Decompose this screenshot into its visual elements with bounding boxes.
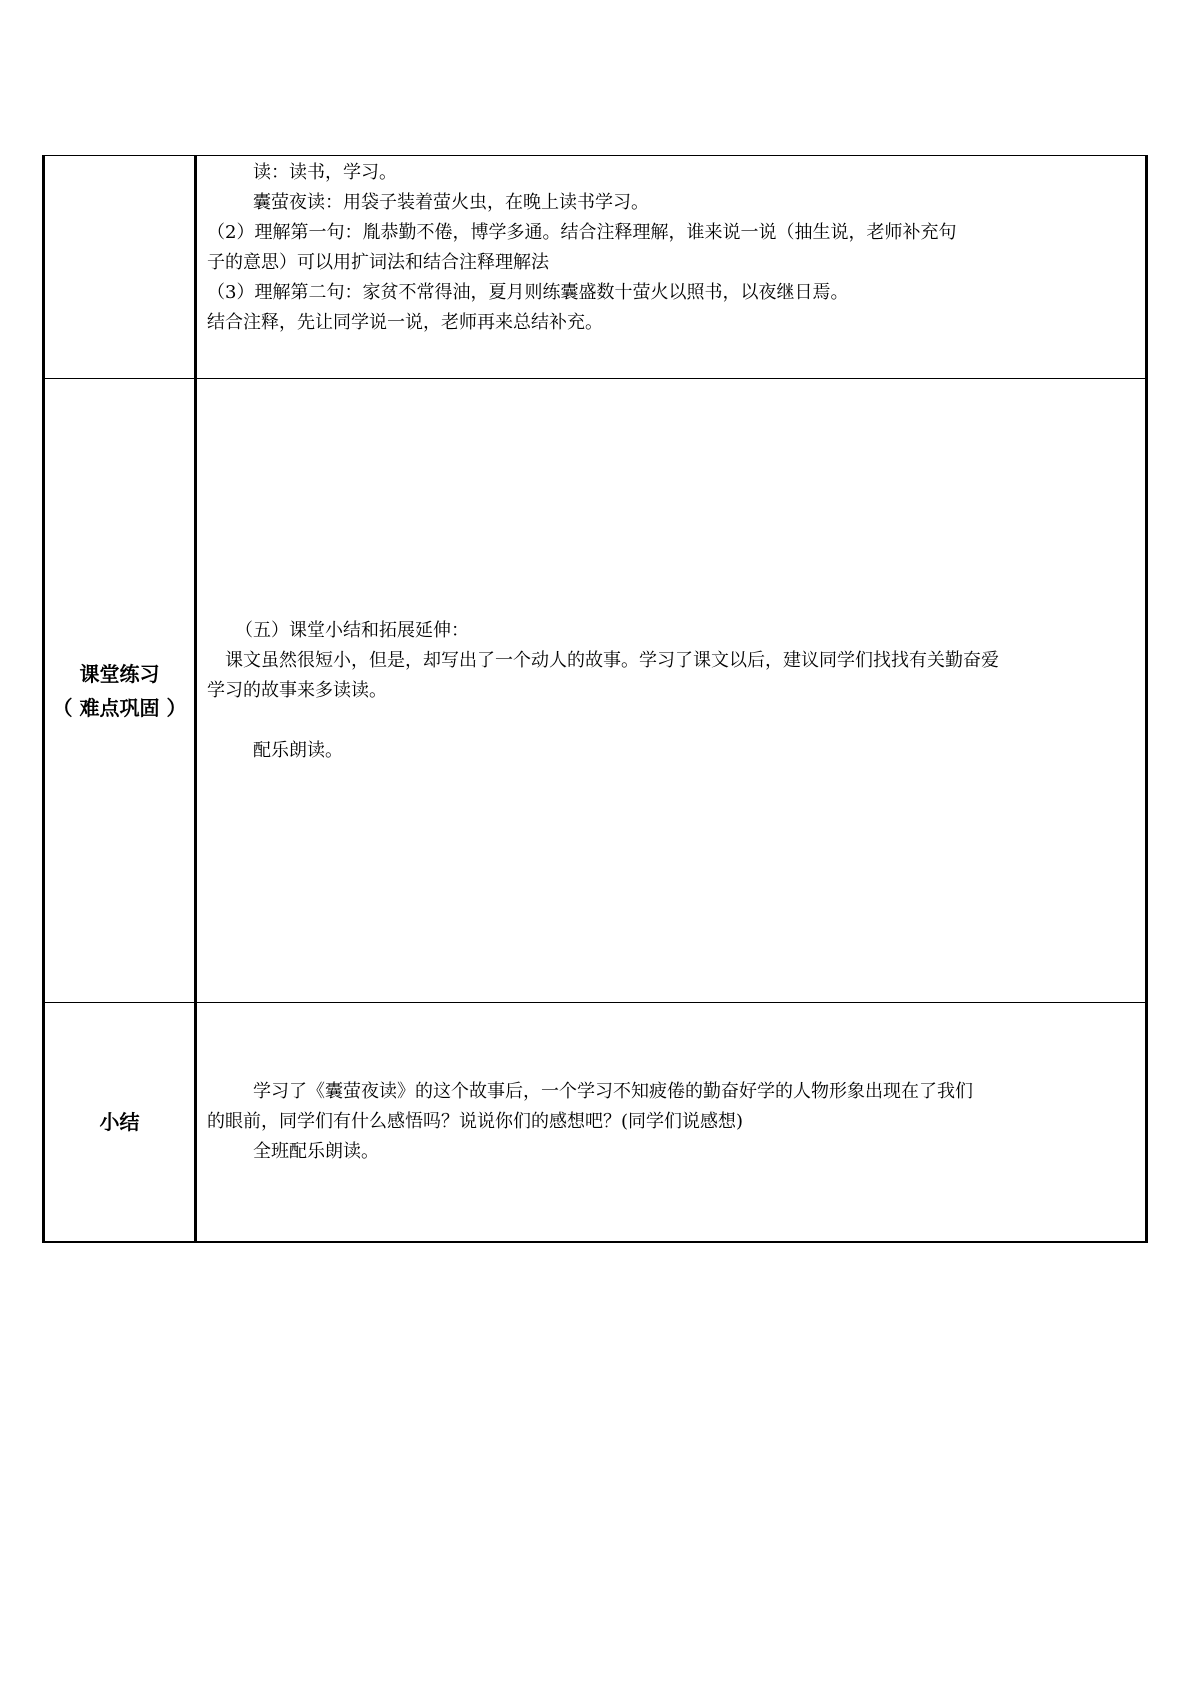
content-line: 子的意思）可以用扩词法和结合注释理解法 bbox=[207, 252, 549, 273]
content-line: （五）课堂小结和拓展延伸： bbox=[235, 619, 469, 641]
row-label-empty bbox=[44, 156, 196, 379]
practice-content-cell bbox=[196, 379, 1147, 1003]
summary-content-cell bbox=[196, 1003, 1147, 1243]
content-line: 配乐朗读。 bbox=[253, 739, 343, 761]
content-line: 课文虽然很短小，但是，却写出了一个动人的故事。学习了课文以后，建议同学们找找有关勤奋爱 bbox=[225, 649, 999, 671]
table-row-summary bbox=[44, 1003, 1147, 1243]
practice-label: 课堂练习 bbox=[79, 661, 160, 686]
reading-content-cell bbox=[196, 156, 1147, 379]
practice-label-cell bbox=[44, 379, 196, 1003]
table-row-reading bbox=[44, 156, 1147, 379]
content-line: 结合注释，先让同学说一说，老师再来总结补充。 bbox=[207, 312, 603, 333]
practice-sublabel: （ 难点巩固 ） bbox=[52, 695, 187, 720]
content-line: （3）理解第二句：家贫不常得油，夏月则练囊盛数十萤火以照书，以夜继日焉。 bbox=[207, 282, 849, 303]
content-line: 读：读书，学习。 bbox=[253, 162, 397, 183]
summary-label-cell bbox=[44, 1003, 196, 1243]
content-line: 学习的故事来多读读。 bbox=[207, 679, 387, 701]
content-line: 囊萤夜读：用袋子装着萤火虫，在晚上读书学习。 bbox=[253, 192, 649, 213]
content-line: 全班配乐朗读。 bbox=[253, 1141, 379, 1162]
summary-label: 小结 bbox=[99, 1110, 140, 1134]
table-row-practice bbox=[44, 379, 1147, 1003]
lesson-plan-table bbox=[42, 155, 1148, 1243]
content-line: 的眼前，同学们有什么感悟吗？说说你们的感想吧？(同学们说感想) bbox=[207, 1111, 744, 1132]
content-line: 学习了《囊萤夜读》的这个故事后，一个学习不知疲倦的勤奋好学的人物形象出现在了我们 bbox=[253, 1081, 973, 1102]
content-line: （2）理解第一句：胤恭勤不倦，博学多通。结合注释理解，谁来说一说（抽生说，老师补充句 bbox=[207, 222, 957, 243]
